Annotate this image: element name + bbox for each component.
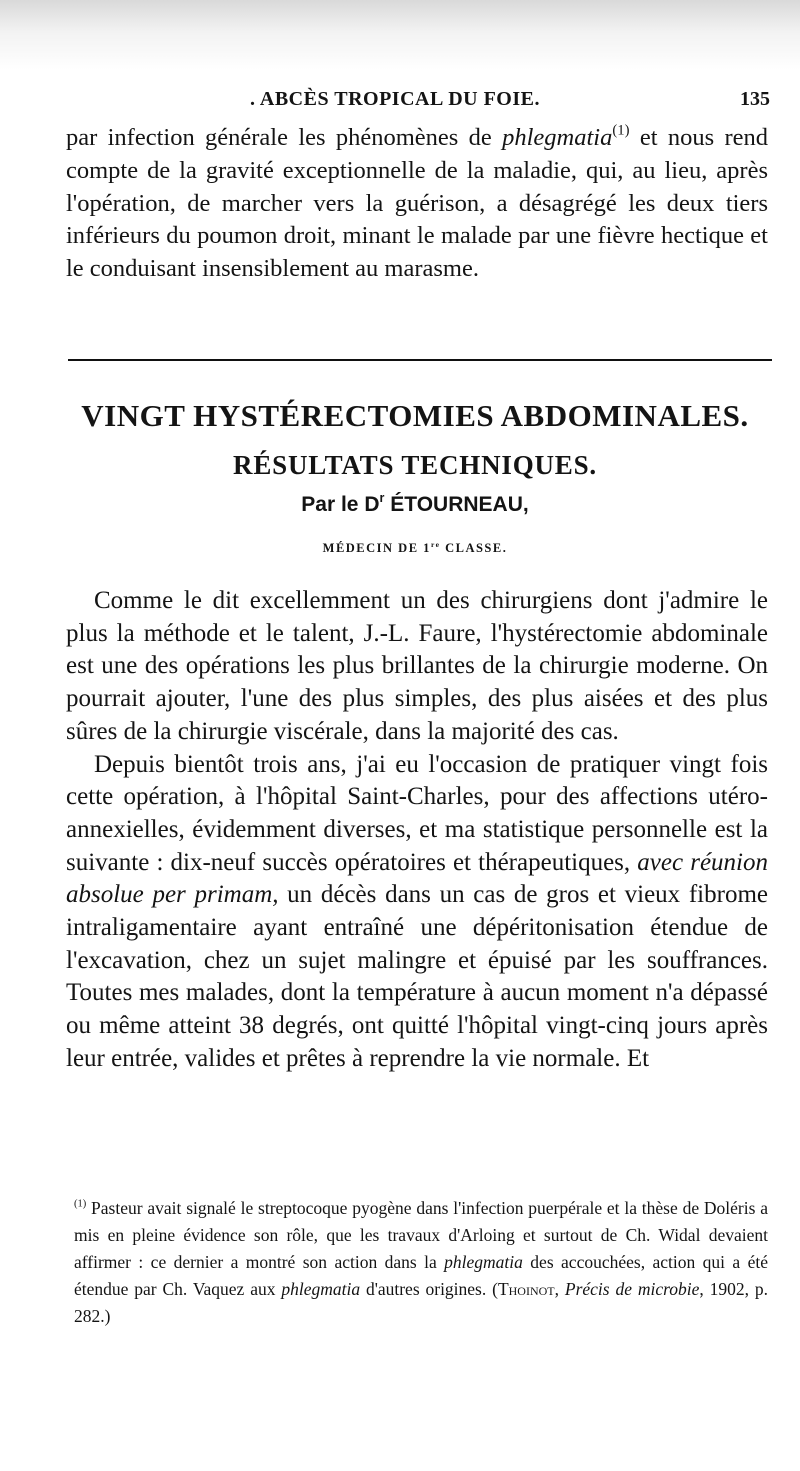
body-p2-text-cont: un décès dans un cas de gros et vieux fibrome intraligamentaire ayant entraîné une dépéritonisation étendue de l'excavation, chez un sujet malingre et épuisé par les souffrances. Toutes mes malades, dont la température à aucun moment n'a dépassé ou même atteint 38 degrés, ont quitté l'hôpital vingt-cinq jours après leur entrée, valides et prêtes à reprendre la vie normale. Et [66, 881, 768, 1072]
footnote-italic-2: phlegmatia [281, 1279, 361, 1299]
affiliation-prefix: MÉDECIN DE 1 [322, 541, 431, 555]
intro-paragraph [66, 122, 768, 286]
footnote [74, 1195, 768, 1330]
article-body [66, 585, 768, 1076]
footnote-text-5: , 1902, p. 282.) [74, 1279, 768, 1326]
section-divider [68, 359, 772, 361]
footnote-text-2: des accouchées, action qui a été étendue par Ch. Vaquez aux [74, 1252, 768, 1299]
body-paragraph-1: Comme le dit excellemment un des chirurgiens dont j'admire le plus la méthode et le talent, J.-L. Faure, l'hystérectomie abdominale est une des opérations les plus brillantes de la chirurgie moderne. On pourrait ajouter, l'une des plus simples, des plus aisées et des plus sûres de la chirurgie viscérale, dans la majorité des cas. [66, 587, 768, 745]
scan-shadow [0, 0, 800, 70]
footnote-text: Pasteur avait signalé le streptocoque pyogène dans l'infection puerpérale et la thèse de Doléris a mis en pleine évidence son rôle, que les travaux d'Arloing et surtout de Ch. Widal devaient affirmer : ce dernier a montré son action dans la [74, 1198, 768, 1272]
footnote-text-3: d'autres origines. ( [360, 1279, 498, 1299]
footnote-citation-title: Précis de microbie [564, 1279, 700, 1299]
body-p2-italic: avec réunion absolue per primam, [66, 848, 768, 909]
running-head: . ABCÈS TROPICAL DU FOIE. [250, 88, 540, 110]
intro-italic: phlegmatia [502, 124, 613, 151]
footnote-ref: (1) [612, 122, 630, 139]
affiliation-sup: re [430, 539, 441, 549]
affiliation-suffix: CLASSE. [440, 541, 508, 555]
footnote-marker: (1) [74, 1198, 87, 1210]
author-prefix: Par le D [301, 493, 380, 516]
body-p2-text: Depuis bientôt trois ans, j'ai eu l'occasion de pratiquer vingt fois cette opération, à l'hôpital Saint-Charles, pour des affections utéro-annexielles, évidemment diverses, et ma statistique personnelle est la suivante : dix-neuf succès opératoires et thérapeutiques, [66, 750, 768, 876]
intro-text: par infection générale les phénomènes de [66, 124, 503, 151]
author-sup: r [379, 491, 385, 506]
page-number: 135 [740, 88, 770, 110]
author-affiliation [60, 541, 770, 556]
footnote-author: Thoinot [497, 1279, 555, 1299]
article-author [60, 493, 770, 517]
author-name: ÉTOURNEAU, [384, 493, 529, 516]
footnote-text-4: , [554, 1279, 565, 1299]
footnote-italic: phlegmatia [444, 1252, 523, 1272]
intro-text-cont: et nous rend compte de la gravité exceptionnelle de la maladie, qui, au lieu, après l'opération, de marcher vers la guérison, a désagrégé les deux tiers inférieurs du poumon droit, minant le malade par une fièvre hectique et le conduisant insensiblement au marasme. [66, 124, 768, 283]
body-paragraph-2 [66, 749, 768, 1076]
article-title: VINGT HYSTÉRECTOMIES ABDOMINALES. [81, 398, 749, 433]
article-subtitle: RÉSULTATS TECHNIQUES. [233, 450, 597, 480]
page-header [60, 88, 770, 118]
